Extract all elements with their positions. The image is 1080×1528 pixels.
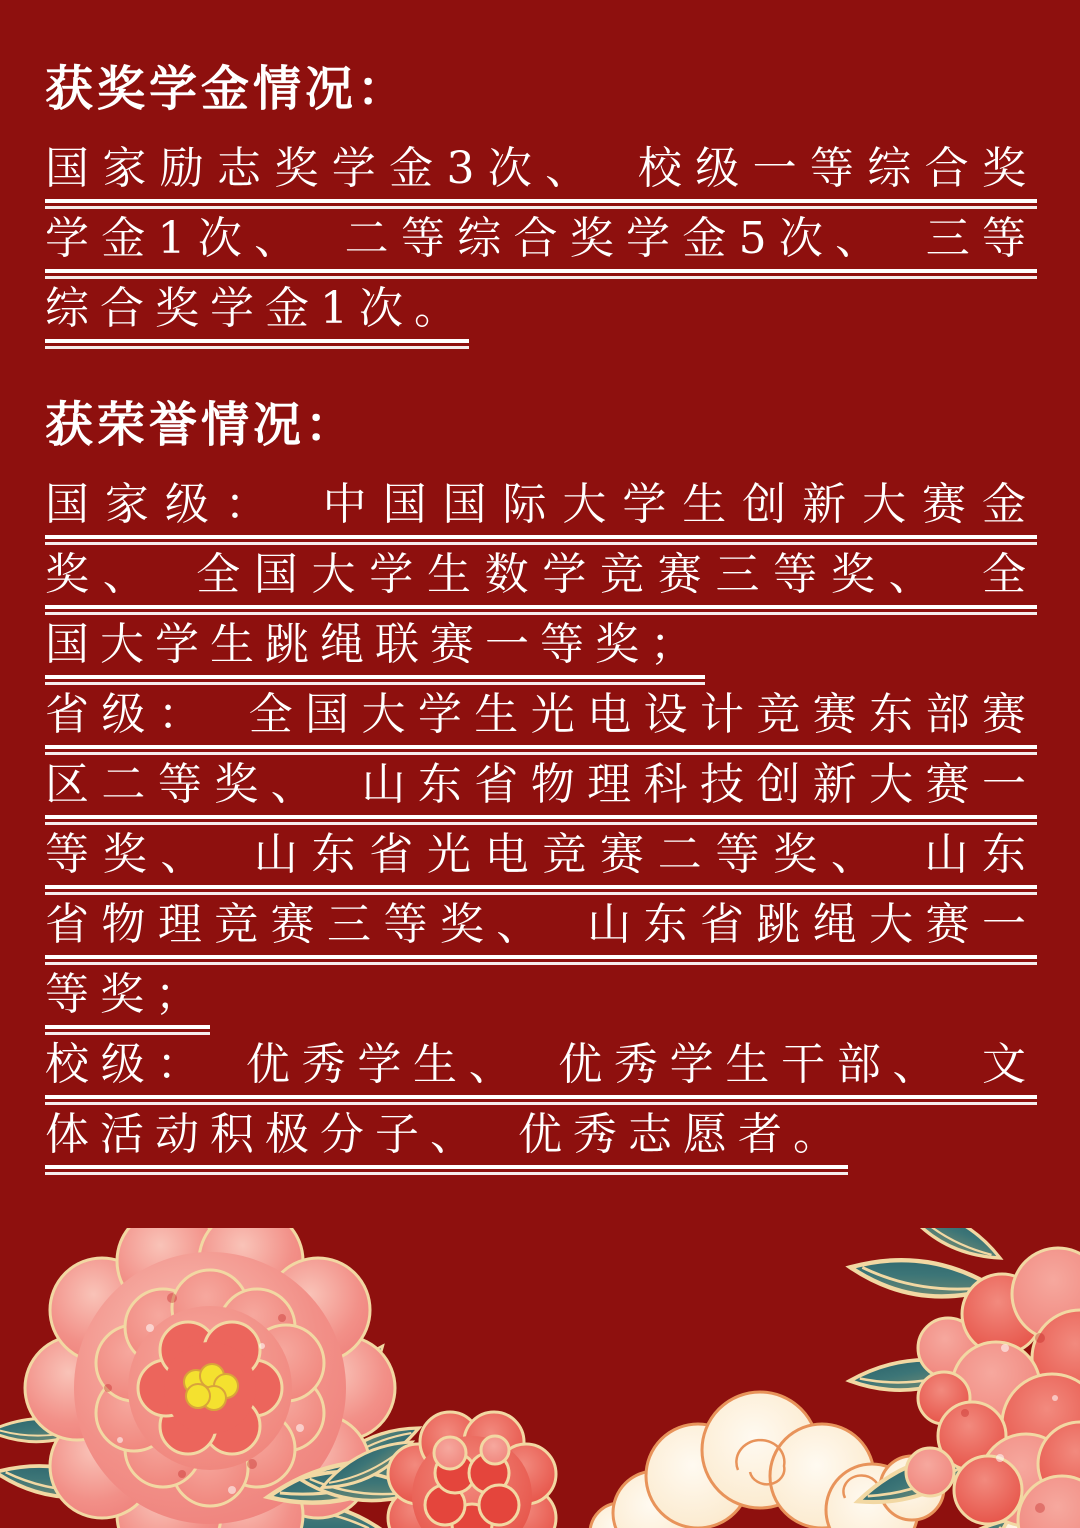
honors-national-text: 国家级： 中国国际大学生创新大赛金奖、 全国大学生数学竞赛三等奖、 全国大学生跳绳联赛一等奖； xyxy=(45,479,1037,679)
section-scholarships xyxy=(45,60,1037,344)
poster-text-area xyxy=(45,60,1037,1170)
scholarships-text: 国家励志奖学金3次、 校级一等综合奖学金1次、 二等综合奖学金5次、 三等综合奖学金1次。 xyxy=(45,143,1037,343)
honors-paragraph-provincial xyxy=(45,680,1037,1030)
scholarships-paragraph xyxy=(45,134,1037,344)
honors-paragraph-school xyxy=(45,1030,1037,1170)
cloud-illustration xyxy=(590,1392,944,1528)
scholarships-heading: 获奖学金情况： xyxy=(45,63,410,116)
honors-heading: 获荣誉情况： xyxy=(45,399,358,452)
honors-school-text: 校级： 优秀学生、 优秀学生干部、 文体活动积极分子、 优秀志愿者。 xyxy=(45,1039,1037,1169)
honors-provincial-text: 省级： 全国大学生光电设计竞赛东部赛区二等奖、 山东省物理科技创新大赛一等奖、 山东省光电竞赛二等奖、 山东省物理竞赛三等奖、 山东省跳绳大赛一等奖； xyxy=(45,689,1037,1029)
floral-footer-illustration xyxy=(0,1228,1080,1528)
honors-paragraph-national xyxy=(45,470,1037,680)
section-honors xyxy=(45,396,1037,1170)
